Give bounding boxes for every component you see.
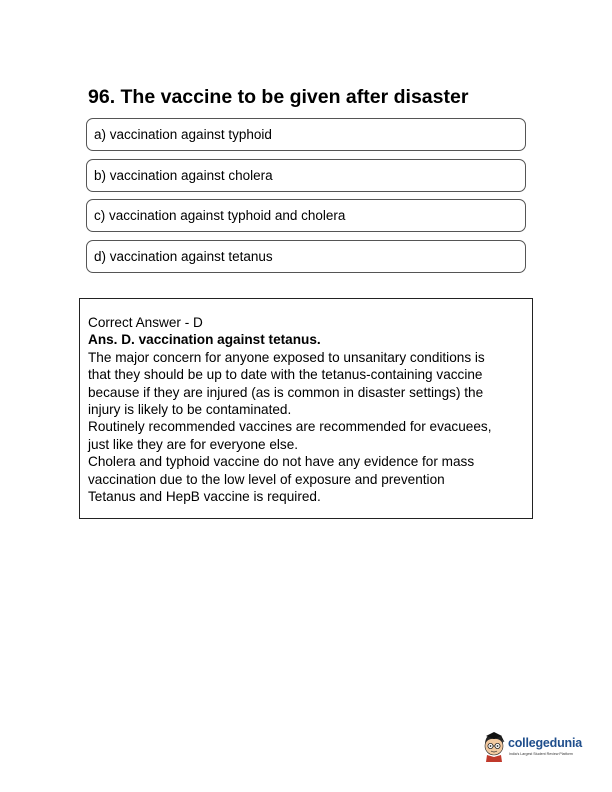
answer-explanation-box	[79, 298, 533, 519]
answer-heading: Ans. D. vaccination against tetanus.	[88, 332, 321, 348]
explanation-line: The major concern for anyone exposed to unsanitary conditions is	[88, 349, 485, 365]
collegedunia-logo	[482, 730, 592, 764]
explanation-line: Routinely recommended vaccines are recommended for evacuees,	[88, 419, 492, 435]
explanation-line: that they should be up to date with the tetanus-containing vaccine	[88, 367, 483, 383]
options-list	[86, 118, 526, 280]
mascot-icon	[482, 730, 508, 762]
explanation-line: Tetanus and HepB vaccine is required.	[88, 489, 321, 505]
logo-wordmark: collegedunia	[508, 736, 583, 750]
option-c[interactable]: c) vaccination against typhoid and cholera	[86, 199, 526, 232]
option-b[interactable]: b) vaccination against cholera	[86, 159, 526, 192]
correct-answer-label: Correct Answer - D	[88, 315, 203, 330]
explanation-line: because if they are injured (as is common in disaster settings) the	[88, 384, 484, 400]
explanation-line: injury is likely to be contaminated.	[88, 402, 292, 418]
option-d[interactable]: d) vaccination against tetanus	[86, 240, 526, 273]
explanation-line: just like they are for everyone else.	[88, 436, 299, 452]
logo-tagline: India's Largest Student Review Platform	[509, 752, 573, 756]
option-a[interactable]: a) vaccination against typhoid	[86, 118, 526, 151]
explanation-line: Cholera and typhoid vaccine do not have any evidence for mass	[88, 454, 475, 470]
explanation-line: vaccination due to the low level of exposure and prevention	[88, 471, 445, 487]
question-title: 96. The vaccine to be given after disaster	[88, 86, 469, 108]
